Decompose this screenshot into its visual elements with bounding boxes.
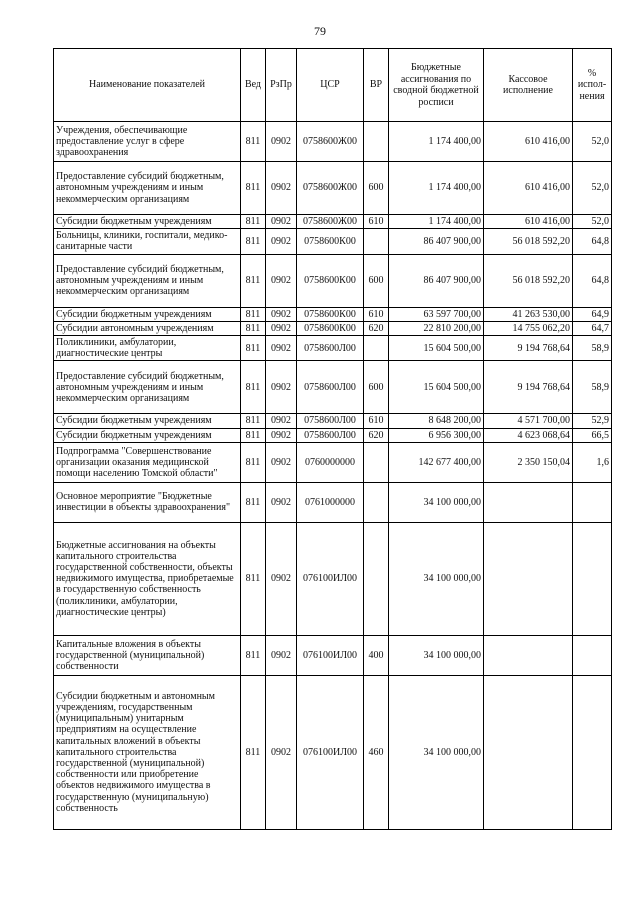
cell-pct: 64,8: [573, 229, 612, 254]
cell-pct: [573, 482, 612, 522]
cell-csr: 0758600К00: [297, 254, 364, 307]
cell-rzpr: 0902: [266, 122, 297, 162]
cell-rzpr: 0902: [266, 414, 297, 428]
cell-pct: 52,0: [573, 122, 612, 162]
table-row: [54, 229, 612, 254]
cell-csr: 0758600Ж00: [297, 162, 364, 215]
cell-rzpr: 0902: [266, 229, 297, 254]
cell-ved: 811: [241, 414, 266, 428]
cell-cash: 9 194 768,64: [484, 361, 573, 414]
cell-cash: 14 755 062,20: [484, 321, 573, 335]
cell-csr: 0758600К00: [297, 229, 364, 254]
cell-budget: 1 174 400,00: [389, 122, 484, 162]
table-row: [54, 254, 612, 307]
cell-budget: 1 174 400,00: [389, 162, 484, 215]
cell-rzpr: 0902: [266, 428, 297, 442]
cell-pct: 58,9: [573, 361, 612, 414]
cell-cash: 41 263 530,00: [484, 307, 573, 321]
header-budget: Бюджетные ассигнования по сводной бюджетной росписи: [389, 49, 484, 122]
table-header-row: [54, 49, 612, 122]
cell-budget: 86 407 900,00: [389, 229, 484, 254]
cell-ved: 811: [241, 675, 266, 829]
cell-rzpr: 0902: [266, 442, 297, 482]
cell-vr: 460: [364, 675, 389, 829]
cell-name: Предоставление субсидий бюджетным, автономным учреждениям и иным некоммерческим организациям: [54, 162, 241, 215]
table-row: [54, 675, 612, 829]
cell-rzpr: 0902: [266, 321, 297, 335]
cell-vr: [364, 229, 389, 254]
header-rzpr: РзПр: [266, 49, 297, 122]
cell-name: Предоставление субсидий бюджетным, автономным учреждениям и иным некоммерческим организациям: [54, 361, 241, 414]
cell-csr: 076100ИЛ00: [297, 635, 364, 675]
cell-ved: 811: [241, 254, 266, 307]
table-row: [54, 482, 612, 522]
table-row: [54, 361, 612, 414]
cell-ved: 811: [241, 361, 266, 414]
cell-name: Субсидии бюджетным и автономным учреждениям, государственным (муниципальным) унитарным предприятиям на осуществление капитальных вложений в объекты капитального строительства государственной (муниципальной) собственности или приобретение объектов недвижимого имущества в государственную (муниципальную) собственность: [54, 675, 241, 829]
cell-ved: 811: [241, 482, 266, 522]
cell-name: Бюджетные ассигнования на объекты капитального строительства государственной собственности, объекты недвижимого имущества, приобретаемые в государственную собственность (поликлиники, амбулатории, диагностические центры): [54, 522, 241, 635]
cell-name: Капитальные вложения в объекты государственной (муниципальной) собственности: [54, 635, 241, 675]
cell-rzpr: 0902: [266, 522, 297, 635]
cell-rzpr: 0902: [266, 635, 297, 675]
table-row: [54, 635, 612, 675]
cell-csr: 0758600Ж00: [297, 215, 364, 229]
table-row: [54, 522, 612, 635]
cell-pct: [573, 522, 612, 635]
cell-vr: [364, 336, 389, 361]
cell-budget: 142 677 400,00: [389, 442, 484, 482]
cell-name: Больницы, клиники, госпитали, медико-санитарные части: [54, 229, 241, 254]
cell-cash: 610 416,00: [484, 162, 573, 215]
cell-ved: 811: [241, 321, 266, 335]
cell-csr: 0758600К00: [297, 307, 364, 321]
header-csr: ЦСР: [297, 49, 364, 122]
cell-name: Субсидии бюджетным учреждениям: [54, 428, 241, 442]
cell-name: Предоставление субсидий бюджетным, автономным учреждениям и иным некоммерческим организациям: [54, 254, 241, 307]
table-row: [54, 414, 612, 428]
cell-budget: 15 604 500,00: [389, 336, 484, 361]
cell-ved: 811: [241, 336, 266, 361]
cell-csr: 0758600К00: [297, 321, 364, 335]
cell-pct: 1,6: [573, 442, 612, 482]
cell-csr: 0761000000: [297, 482, 364, 522]
cell-vr: 610: [364, 414, 389, 428]
cell-budget: 34 100 000,00: [389, 635, 484, 675]
cell-csr: 0758600Л00: [297, 361, 364, 414]
cell-pct: 64,7: [573, 321, 612, 335]
cell-cash: [484, 482, 573, 522]
cell-ved: 811: [241, 215, 266, 229]
cell-cash: 4 571 700,00: [484, 414, 573, 428]
table-row: [54, 215, 612, 229]
cell-name: Субсидии бюджетным учреждениям: [54, 215, 241, 229]
cell-cash: 2 350 150,04: [484, 442, 573, 482]
header-pct: % испол-нения: [573, 49, 612, 122]
cell-cash: [484, 675, 573, 829]
cell-pct: 52,9: [573, 414, 612, 428]
header-name: Наименование показателей: [54, 49, 241, 122]
cell-name: Субсидии автономным учреждениям: [54, 321, 241, 335]
table-body: [54, 122, 612, 830]
page-number: 79: [314, 24, 326, 38]
table-row: [54, 122, 612, 162]
cell-ved: 811: [241, 428, 266, 442]
cell-ved: 811: [241, 522, 266, 635]
cell-name: Субсидии бюджетным учреждениям: [54, 307, 241, 321]
header-vr: ВР: [364, 49, 389, 122]
header-cash: Кассовое исполнение: [484, 49, 573, 122]
cell-cash: [484, 522, 573, 635]
cell-budget: 8 648 200,00: [389, 414, 484, 428]
cell-pct: 52,0: [573, 162, 612, 215]
cell-cash: 56 018 592,20: [484, 229, 573, 254]
cell-vr: 620: [364, 321, 389, 335]
cell-name: Поликлиники, амбулатории, диагностические центры: [54, 336, 241, 361]
cell-csr: 076100ИЛ00: [297, 675, 364, 829]
cell-name: Основное мероприятие "Бюджетные инвестиции в объекты здравоохранения": [54, 482, 241, 522]
cell-pct: 64,8: [573, 254, 612, 307]
cell-pct: 52,0: [573, 215, 612, 229]
cell-csr: 0758600Л00: [297, 428, 364, 442]
cell-csr: 0758600Л00: [297, 414, 364, 428]
cell-vr: 600: [364, 361, 389, 414]
cell-csr: 0758600Ж00: [297, 122, 364, 162]
cell-ved: 811: [241, 162, 266, 215]
cell-cash: [484, 635, 573, 675]
cell-vr: 610: [364, 307, 389, 321]
cell-ved: 811: [241, 442, 266, 482]
cell-budget: 34 100 000,00: [389, 675, 484, 829]
cell-name: Субсидии бюджетным учреждениям: [54, 414, 241, 428]
cell-ved: 811: [241, 122, 266, 162]
table-row: [54, 336, 612, 361]
cell-pct: 58,9: [573, 336, 612, 361]
cell-budget: 1 174 400,00: [389, 215, 484, 229]
cell-vr: [364, 522, 389, 635]
cell-budget: 22 810 200,00: [389, 321, 484, 335]
cell-cash: 610 416,00: [484, 122, 573, 162]
cell-budget: 34 100 000,00: [389, 522, 484, 635]
cell-vr: [364, 442, 389, 482]
cell-rzpr: 0902: [266, 482, 297, 522]
cell-vr: [364, 482, 389, 522]
cell-pct: [573, 675, 612, 829]
cell-cash: 9 194 768,64: [484, 336, 573, 361]
cell-csr: 0760000000: [297, 442, 364, 482]
cell-cash: 4 623 068,64: [484, 428, 573, 442]
cell-rzpr: 0902: [266, 307, 297, 321]
cell-csr: 0758600Л00: [297, 336, 364, 361]
cell-vr: 600: [364, 254, 389, 307]
cell-ved: 811: [241, 229, 266, 254]
cell-pct: 66,5: [573, 428, 612, 442]
table-row: [54, 307, 612, 321]
cell-name: Учреждения, обеспечивающие предоставление услуг в сфере здравоохранения: [54, 122, 241, 162]
cell-cash: 610 416,00: [484, 215, 573, 229]
cell-vr: 600: [364, 162, 389, 215]
cell-vr: [364, 122, 389, 162]
cell-rzpr: 0902: [266, 675, 297, 829]
cell-vr: 400: [364, 635, 389, 675]
cell-vr: 620: [364, 428, 389, 442]
cell-pct: 64,9: [573, 307, 612, 321]
cell-budget: 86 407 900,00: [389, 254, 484, 307]
cell-cash: 56 018 592,20: [484, 254, 573, 307]
table-row: [54, 442, 612, 482]
cell-ved: 811: [241, 635, 266, 675]
table-row: [54, 321, 612, 335]
cell-vr: 610: [364, 215, 389, 229]
cell-rzpr: 0902: [266, 162, 297, 215]
cell-rzpr: 0902: [266, 336, 297, 361]
cell-ved: 811: [241, 307, 266, 321]
cell-rzpr: 0902: [266, 215, 297, 229]
cell-csr: 076100ИЛ00: [297, 522, 364, 635]
cell-budget: 6 956 300,00: [389, 428, 484, 442]
table-row: [54, 162, 612, 215]
header-ved: Вед: [241, 49, 266, 122]
cell-budget: 34 100 000,00: [389, 482, 484, 522]
cell-name: Подпрограмма "Совершенствование организации оказания медицинской помощи населению Томской области": [54, 442, 241, 482]
table-row: [54, 428, 612, 442]
cell-pct: [573, 635, 612, 675]
cell-rzpr: 0902: [266, 254, 297, 307]
cell-budget: 15 604 500,00: [389, 361, 484, 414]
cell-budget: 63 597 700,00: [389, 307, 484, 321]
cell-rzpr: 0902: [266, 361, 297, 414]
budget-table: [53, 48, 612, 830]
